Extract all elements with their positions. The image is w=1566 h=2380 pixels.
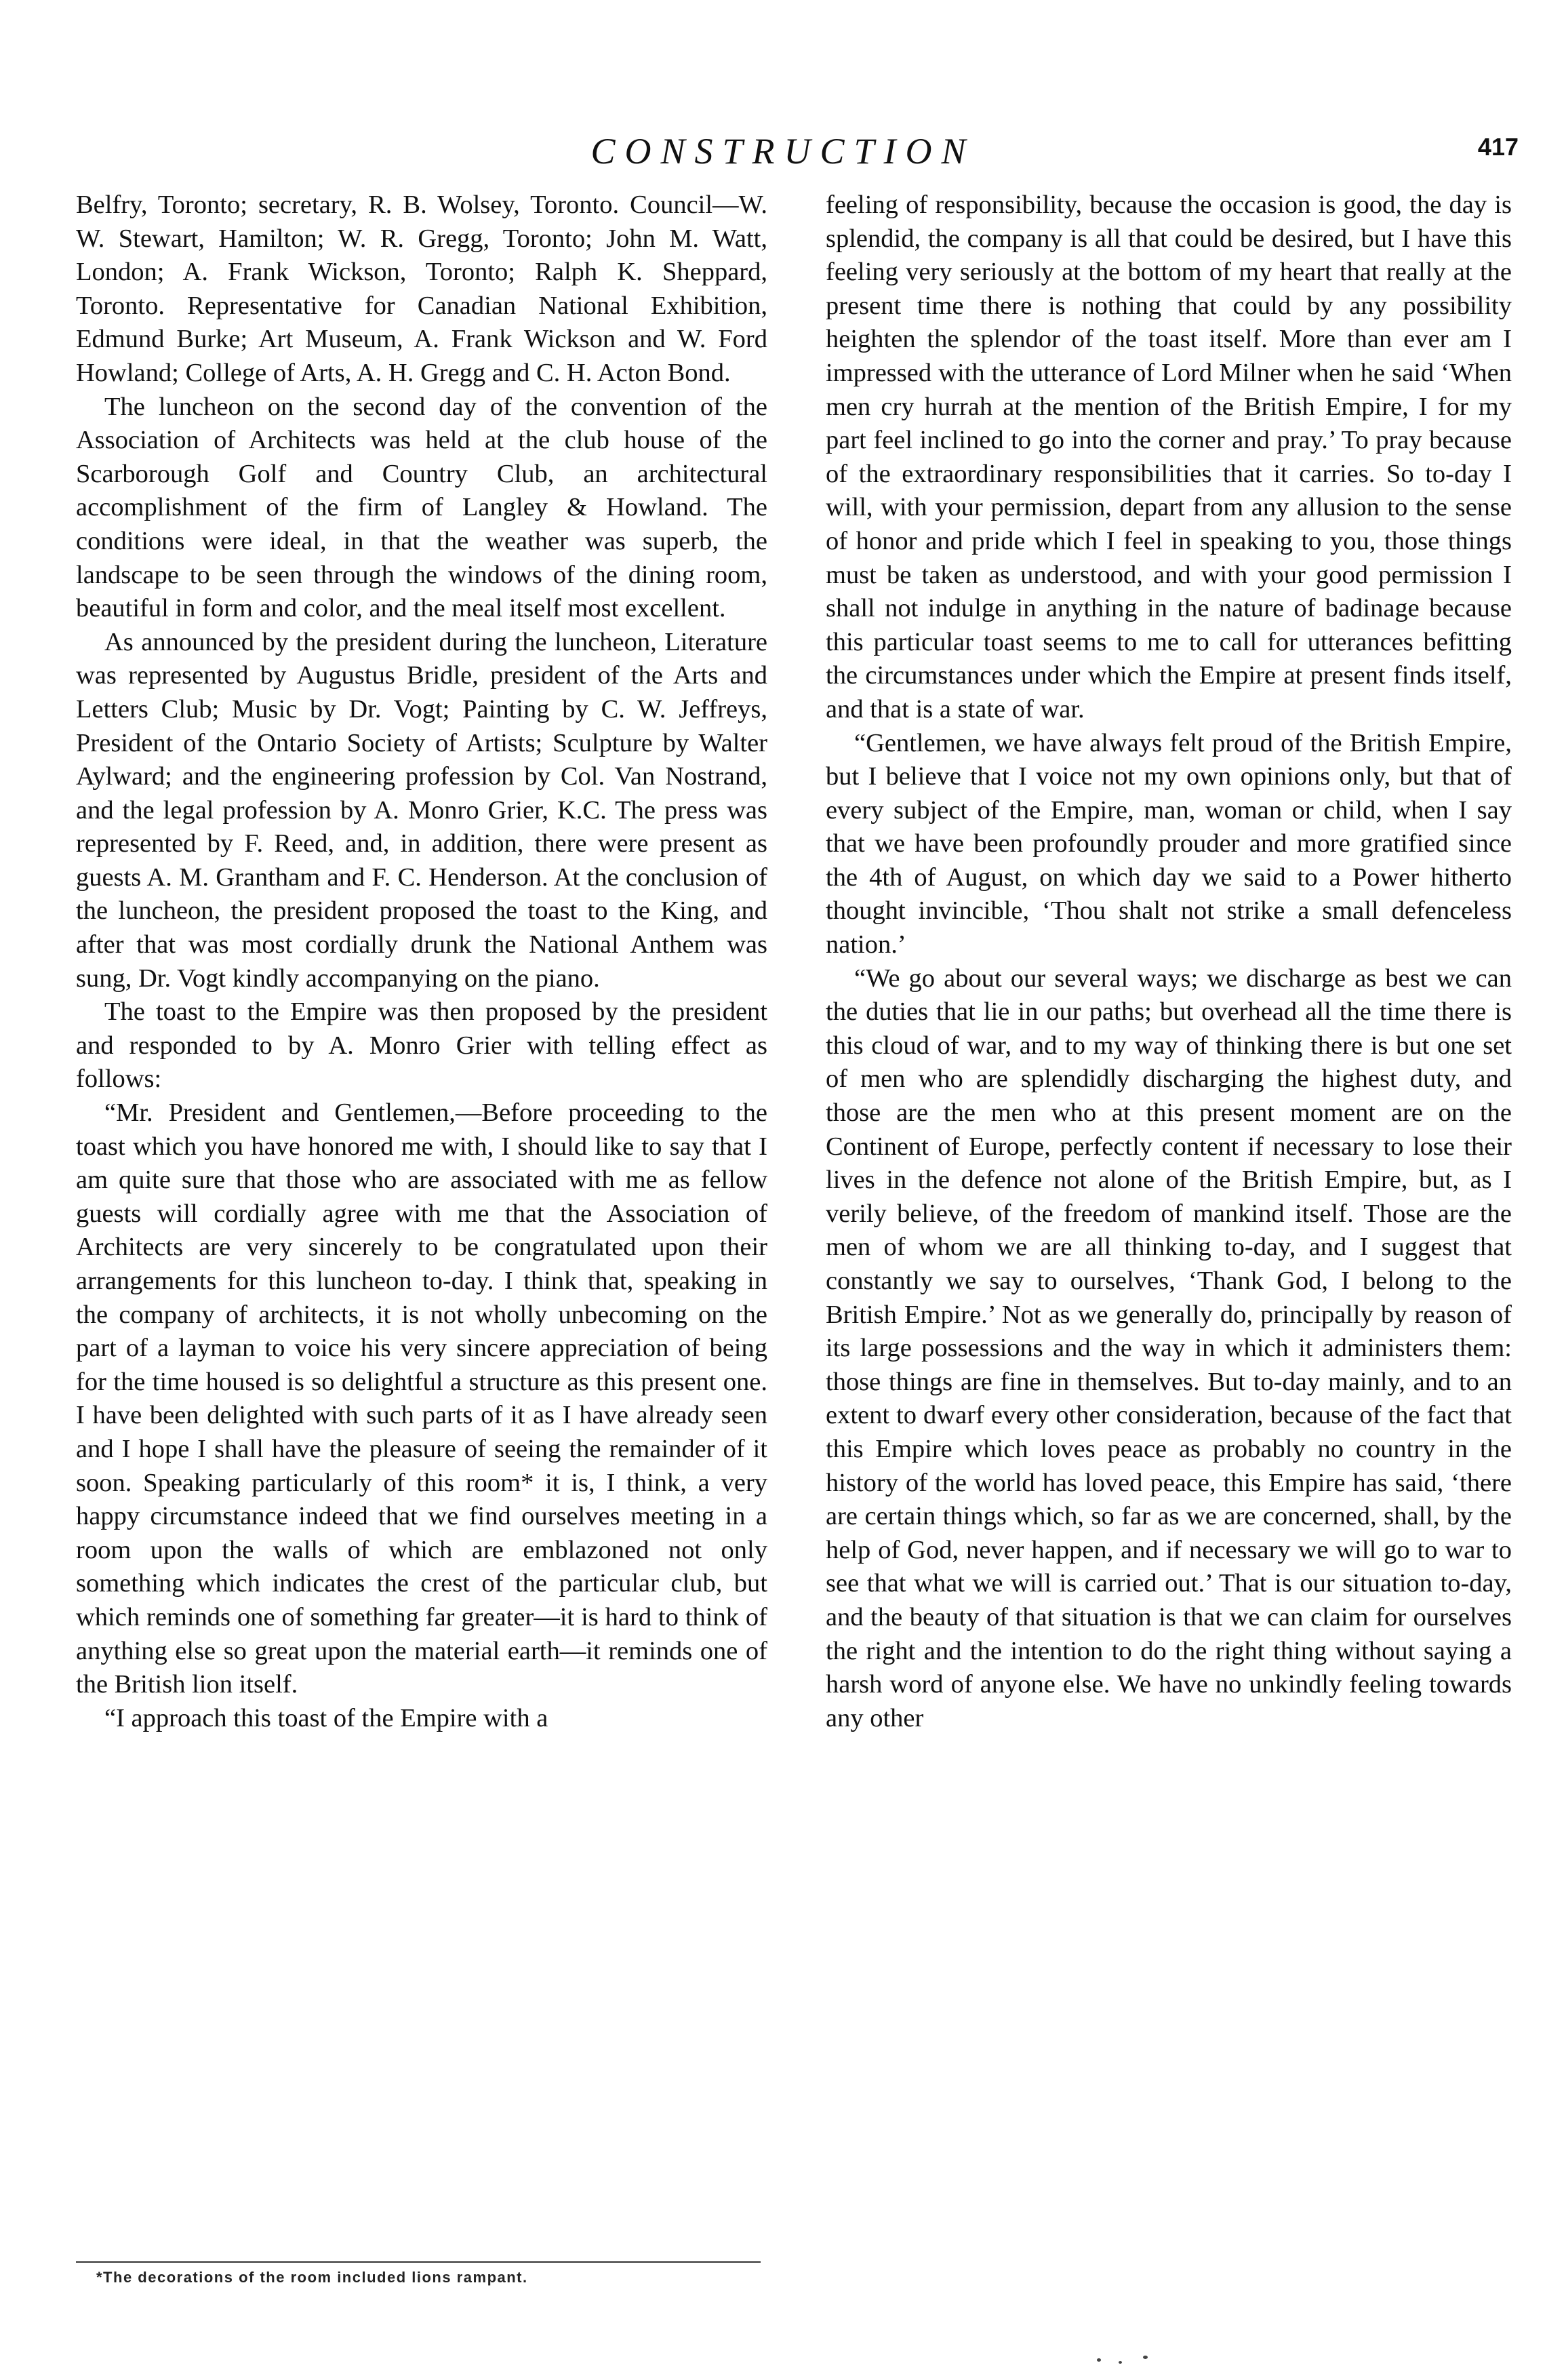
paragraph: feeling of responsibility, because the occasion is good, the day is splendid, the company is all that could be desired, but I have this feeling very seriously at the bottom of my heart that really at the present time there is nothing that could by any possibility heighten the splendor of the toast itself. More than ever am I impressed with the utterance of Lord Milner when he said ‘When men cry hurrah at the mention of the British Empire, I for my part feel inclined to go into the corner and pray.’ To pray because of the extraordinary responsibilities that it carries. So to-day I will, with your permission, depart from any allusion to the sense of honor and pride which I feel in speaking to you, those things must be taken as understood, and with your good permission I shall not indulge in anything in the nature of badinage because this particular toast seems to me to call for utterances befitting the circumstances under which the Empire at present finds itself, and that is a state of war. — [826, 191, 1512, 723]
running-title: CONSTRUCTION — [590, 131, 976, 172]
right-column — [826, 189, 1512, 1735]
paragraph: “Mr. President and Gentlemen,—Before proceeding to the toast which you have honored me with, I should like to say that I am quite sure that those who are associated with me as fellow guests will cordially agree with me that the Association of Architects are very sincerely to be congratulated upon their arrangements for this luncheon to-day. I think that, speaking in the company of architects, it is not wholly unbecoming on the part of a layman to voice his very sincere appreciation of being for the time housed is so delightful a structure as this present one. I have been delighted with such parts of it as I have already seen and I hope I shall have the pleasure of seeing the remainder of it soon. Speaking particularly of this room* it is, I think, a very happy circumstance indeed that we find ourselves meeting in a room upon the walls of which are emblazoned not only something which indicates the crest of the particular club, but which reminds one of something far greater—it is hard to think of anything else so great upon the material earth—it reminds one of the British lion itself. — [76, 1098, 767, 1699]
paragraph: The luncheon on the second day of the convention of the Association of Architects was held at the club house of the Scarborough Golf and Country Club, an architectural accomplishment of the firm of Langley & Howland. The conditions were ideal, in that the weather was superb, the landscape to be seen through the windows of the dining room, beautiful in form and color, and the meal itself most excellent. — [76, 392, 767, 623]
print-speck — [1143, 2356, 1148, 2359]
left-column — [76, 189, 767, 1735]
print-speck — [1119, 2361, 1122, 2364]
page-number: 417 — [1477, 133, 1519, 161]
paragraph: “Gentlemen, we have always felt proud of the British Empire, but I believe that I voice not my own opinions only, but that of every subject of the Empire, man, woman or child, when I say that we have been profoundly prouder and more gratified since the 4th of August, on which day we said to a Power hitherto thought invincible, ‘Thou shalt not strike a small defenceless nation.’ — [826, 728, 1512, 959]
paragraph: As announced by the president during the luncheon, Literature was represented by Augustus Bridle, president of the Arts and Letters Club; Music by Dr. Vogt; Painting by C. W. Jeffreys, President of the Ontario Society of Artists; Sculpture by Walter Aylward; and the engineering profession by Col. Van Nostrand, and the legal profession by A. Monro Grier, K.C. The press was represented by F. Reed, and, in addition, there were present as guests A. M. Grantham and F. C. Henderson. At the conclusion of the luncheon, the president proposed the toast to the King, and after that was most cordially drunk the National Anthem was sung, Dr. Vogt kindly accompanying on the piano. — [76, 627, 767, 993]
paragraph: “We go about our several ways; we discharge as best we can the duties that lie in our paths; but overhead all the time there is this cloud of war, and to my way of thinking there is but one set of men who are splendidly discharging the highest duty, and those are the men who at this present moment are on the Continent of Europe, perfectly content if necessary to lose their lives in the defence not alone of the British Empire, but, as I verily believe, of the freedom of mankind itself. Those are the men of whom we are all thinking to-day, and I suggest that constantly we say to ourselves, ‘Thank God, I belong to the British Empire.’ Not as we generally do, principally by reason of its large possessions and the way in which it administers them: those things are fine in themselves. But to-day mainly, and to an extent to dwarf every other consideration, because of the fact that this Empire which loves peace as probably no country in the history of the world has loved peace, this Empire has said, ‘there are certain things which, so far as we are concerned, shall, by the help of God, never happen, and if necessary we will go to war to see that what we will is carried out.’ That is our situation to-day, and the beauty of that situation is that we can claim for ourselves the right and the intention to do the right thing without saying a harsh word of anyone else. We have no unkindly feeling towards any other — [826, 964, 1512, 1732]
paragraph: “I approach this toast of the Empire with a — [104, 1703, 548, 1732]
paragraph: The toast to the Empire was then proposed by the president and responded to by A. Monro Grier with telling effect as follows: — [76, 997, 767, 1094]
print-speck — [1097, 2358, 1101, 2362]
footnote-divider — [76, 2261, 761, 2263]
footnote: *The decorations of the room included lions rampant. — [96, 2269, 528, 2286]
paragraph: Belfry, Toronto; secretary, R. B. Wolsey, Toronto. Council—W. W. Stewart, Hamilton; W. R. Gregg, Toronto; John M. Watt, London; A. Frank Wickson, Toronto; Ralph K. Sheppard, Toronto. Representative for Canadian National Exhibition, Edmund Burke; Art Museum, A. Frank Wickson and W. Ford Howland; College of Arts, A. H. Gregg and C. H. Acton Bond. — [76, 191, 767, 387]
